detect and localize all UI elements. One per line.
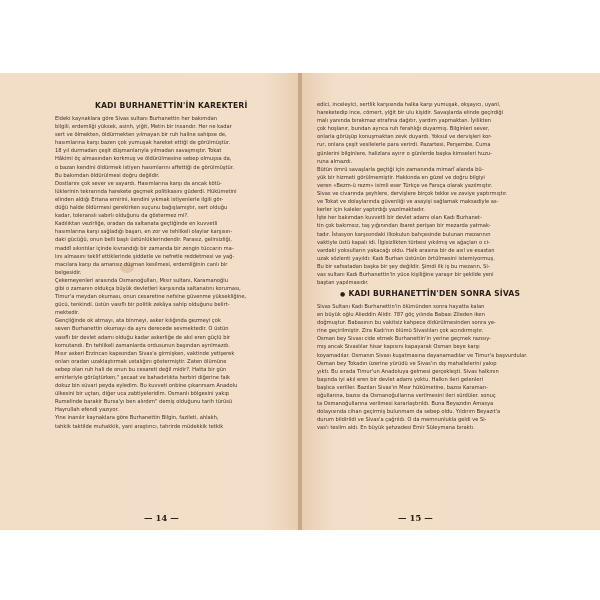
text-line: uzak sözlenti yayıldı: Kadı Burhan üstünün örtülmesini istemiyormuş. (317, 255, 495, 262)
text-line: başlıca veriller. Bazıları Sivas'ın Mısır hükûmetine, bazısı Karaman- (317, 384, 488, 391)
text-line: gibi o zamanın oldukça büyük devletleri karşısında saltanatını koruması, (55, 285, 241, 292)
text-line: dolayısında cihan geçirmiş bulunmam da sebep oldu. Yıldırım Beyazıt'a (317, 409, 501, 416)
text-line: malı yanında bırakmaz etrafına dağıtır, yardım yapmaktan. İyilikten (317, 118, 491, 125)
text-line: oğullarına, bazısı da Osmanoğullarına verilmesini ileri sürdüler. sonuç (317, 393, 496, 400)
text-line: yük bir hizmeti görülmemiştir. Hakkında en güzel ve doğru bilgiyi (317, 174, 485, 181)
text-line: Timur'a meydan okuması, onun cesaretine nefsine güvenme yüksekliğine, (55, 294, 247, 301)
text-line: Mısır askeri Erzincan kapısından Sivas'a girmişken, vaktinde yetişerek (55, 350, 235, 357)
text-line: vaktiyle üstü kapalı idi. İlgisizlikten türbesi yıkılmış ve ağaçları o ci- (317, 239, 490, 246)
text-line: tadır. İstasyon karşısındaki ilkokulun bahçesinde bulunan mezarının (317, 231, 491, 238)
text-line: macılara karşı da amansız düşman kesilmesi, erdemliğinin canlı bir (55, 261, 228, 268)
text-line: runa almazdı. (317, 158, 353, 165)
text-line: hasımlarına karşı sağladığı başarı, en zor ve tehlikeli olaylar karşısın- (55, 229, 233, 236)
text-line: vas sultanı Kadı Burhanettin'in yüce kişiliğine yaraşır bir şekilde yeni (317, 271, 494, 278)
text-line: Sivas Sultanı Kadı Burhanettin'in ölümünden sonra hayatta kalan (317, 304, 485, 310)
text-line: hasımlarına karşı bazen çok yumuşak hareket ettiği de görülmüştür. (55, 140, 231, 147)
text-line: en büyük oğlu Alieddin Alidir. 787 göç yılında Babası Zileden iken (317, 312, 485, 319)
text-line: kerler için kaleler yaptırdığı yazılmaktadır. (317, 207, 425, 214)
paper-stain (120, 263, 134, 273)
text-line: çok hoşlanır, bundan ayrıca ruh ferahlığı duyarmış. Bilginleri sever, (317, 126, 490, 133)
text-line: dokuz bin süvari peyda eyledim. Bu kuvveti onbine çıkarırsam Anadolu (55, 383, 238, 390)
text-line: sert ve ölmekten, öldürmekten yılmayan bir ruh haline sahipse de, (55, 132, 227, 139)
text-line: o bazan kendini öldürmek istiyen hasımlarını affettiği de görülmüştür. (55, 164, 235, 171)
text-line: günlerini bilginlere, halizlara ayırır o günlerde başka kimseleri huzu- (317, 150, 493, 157)
text-line: Osman bey Sivası cide etmek Burhanettin'in yerine geçmek razısıy- (317, 336, 492, 343)
text-line: Gençliğinde ok atmayı, ata binmeyi, asker kılığında gezmeyi çok (55, 318, 221, 325)
text-line: Hayrullah efendi yazıyor. (55, 407, 119, 414)
text-line: Dostlarını çok sever ve sayardı. Hasımlarına karşı da ancak kötü- (55, 180, 222, 187)
text-line: edici, inceleyici, sertlik karşısında halka karşı yumuşak, okşayıcı, uyanl, (317, 102, 501, 108)
text-line: ta Osmanoğullarına verilmesi kararlaştırıldı. Buna Beyazıdın Amasya (317, 401, 494, 408)
text-line: düğü halde öldürmesi gerekirken suçunu bağışlamıştır, sert olduğu (55, 205, 228, 212)
text-line: Hâkimi öç almasından korkmuş ve öldürülmesine sebep olmuşsa da, (55, 156, 232, 163)
text-line: ülkesini bir uçtan, diğer uca zabtiyeleridim. Osmanlı bölgesini yakıp (55, 391, 230, 398)
text-line: seven Burhanettin okumayı da aynı derecede sevmektedir. O üstün (55, 326, 229, 333)
text-line: İşte her bakımdan kuvvetli bir devlet adamı olan Kadı Burhanet- (317, 215, 482, 222)
left-page (0, 73, 300, 530)
right-page-body-top (317, 101, 542, 287)
book-spread (0, 73, 600, 530)
text-line: mış ancak Sivaslılar hisar kapısını kapayarak Osman beye karşı (317, 344, 480, 351)
text-line: tin çok bakımsız, taş yığınından ibaret perişan bir mezarda yatmak- (317, 223, 491, 230)
left-page-heading: KADI BURHANETTİN'İN KAREKTERİ (95, 101, 248, 110)
text-line: rur, onlara çeşit vesilelerle para verirdi. Pazartesi, Perşembe, Cuma (317, 142, 491, 149)
text-line: Bu bir safsatadan başka bir şey değildir. Şimdi ilk iş bu mezarın, Si- (317, 263, 490, 270)
text-line: mektedir. (55, 310, 80, 317)
text-line: kadar, toleranslı sabırlı olduğunu da göstermez mi?. (55, 213, 189, 220)
text-line: Kadılıktan vezirliğe, oradan da saltanata geçtiğinde en kuvvetli (55, 221, 218, 228)
text-line: Bütün ömrü savaşlarla geçtiği için zamanında mimarî alanda bü- (317, 166, 484, 173)
text-line: tahkik taktilde muhakkik, yani araştırıcı, tahrirde müdekkik tetkik (55, 423, 224, 430)
text-line: hareketedip ince, cömert, yiğit bir ulu kişidir. Savaşlarda elinde geçirdiği (317, 110, 504, 117)
right-page (300, 73, 600, 530)
text-line: belgesidir. (55, 269, 82, 276)
text-line: vasıflı bir devlet adamı olduğu kadar askerliğe de akıl eren güçlü bir (55, 334, 231, 341)
left-page-body (55, 115, 277, 431)
right-page-body-bottom (317, 303, 542, 433)
text-line: rine geçirilmiştir. Zira Kadı'nın ölümü Sivaslıları çok acındırmıştır. (317, 328, 484, 335)
book-gutter (298, 73, 302, 530)
text-line: onları oradan uzaklaştırmak ustalığını göstermiştir. Zaten ölümüne (55, 358, 227, 365)
text-line: veren «Bezm-ü rezm» isimli eser Türkçe ve Farsça olarak yazılmıştır. (317, 182, 493, 189)
text-line: emirleriyle görüştürken," şecaat ve bahadırlıkta herbiri diğerine faik (55, 375, 230, 381)
text-line: onlarla görüşüp konuşmaktan zevk duyardı. Yoksul ve dervişleri kor- (317, 134, 492, 141)
text-line: Rumelinde barakir Bursa'yı ben alırdım" demiş olduğunu tarih türüsü (55, 399, 233, 406)
text-line: maddî sıkıntılar içinde kıvrandığı bir zamanda bir zengin tüccarın ma- (55, 245, 234, 252)
text-line: vardaki yoksulların yakacağı oldu. Halk arasına bir de asıl ve esastan (317, 247, 495, 254)
right-page-heading: ● KADI BURHANETTİN'DEN SONRA SİVAS (340, 289, 521, 298)
text-line: başında iyi akıl eren bir devlet adamı yoktu. Halkın ileri gelenleri (317, 376, 484, 383)
text-line: komutandı. En tehlikeli zamanlarda ordusunun başından ayrılmazdı. (55, 342, 230, 349)
text-line: Sivas ve civarında şeyhlere, dervişlere birçok tekke ve zaviye yaptırmıştır. (317, 191, 508, 198)
left-page-number: — 14 — (144, 514, 179, 524)
text-line: durum bildirildi ve Sivas'a çağrıldı. O da memnunlukla geldi ve Si- (317, 417, 487, 424)
text-line: Osman bey Tokadın üzerine yürüdü ve Sivas'ın dış mahallelerini yakıp (317, 360, 497, 367)
text-line: baştan yapılmasıdır. (317, 280, 369, 287)
text-line: bilgili, erdemliği yüksek, asinh, yiğit, Metin bir insandır. Her ne kadar (55, 124, 232, 131)
text-line: vas'ı teslim aldı. En büyük şehzadesi Emir Süleymana bıraktı. (317, 425, 475, 432)
text-line: lını almasını teklif ettiklerinde şiddetle ve nefretle reddetmesi ve yağ- (55, 253, 235, 260)
text-line: 18 yıl durmadan çeşit düşmanlarıyla yılmadan savaşmıştır. Tokat (55, 148, 222, 155)
text-line: ve Tokat ve dolaylarında güvenliği ve asayişi sağlamak maksadiyle as- (317, 199, 499, 206)
text-line: elinden aldığı Ertana emirini, kendini yıkmak istiyenlerle ilgili gör- (55, 196, 224, 203)
text-line: Eldeki kaynaklara göre Sivas sultanı Burhanettin her bakımdan (55, 116, 217, 122)
text-line: daki gücüğü, onun belli başlı üstünlüklerindendir. Parasız, gelirsizliği, (55, 237, 232, 244)
text-line: Bu bakımdan öldürülmesi doğru değildir. (55, 172, 160, 179)
text-line: yıktı. Bu sırada Timur'un Anadoluya gelmesi gerçekleşti. Sivas halkının (317, 368, 499, 375)
text-line: koyamadılar. Osmanın Sivası kuşatmasına dayanamadılar ve Timur'a başvurdular. (317, 352, 528, 359)
text-line: Çekemeyenleri arasında Osmanoğulları, Mısır sultanı, Karamanoğlu (55, 277, 228, 284)
text-line: gücü, tenkindi. üstün vasıflı bir politik zekâya sahip olduğunu belirt- (55, 302, 230, 309)
text-line: doğmuştur. Babasının bu vakitsiz kahpece öldürülmesinden sonra ye- (317, 320, 496, 327)
text-line: lüklerinin tekrarında harekete geçmek politikasını güderdi. Hükümetini (55, 188, 237, 195)
right-page-number: — 15 — (398, 514, 433, 524)
text-line: sebep olan ruh hali de onun bu cesareti değil midir?. Hatta bir gün (55, 366, 227, 373)
text-line: Yine inanılır kaynaklara göre Burhanettin Bilgin, fazileti, ahlakh, (55, 415, 219, 422)
